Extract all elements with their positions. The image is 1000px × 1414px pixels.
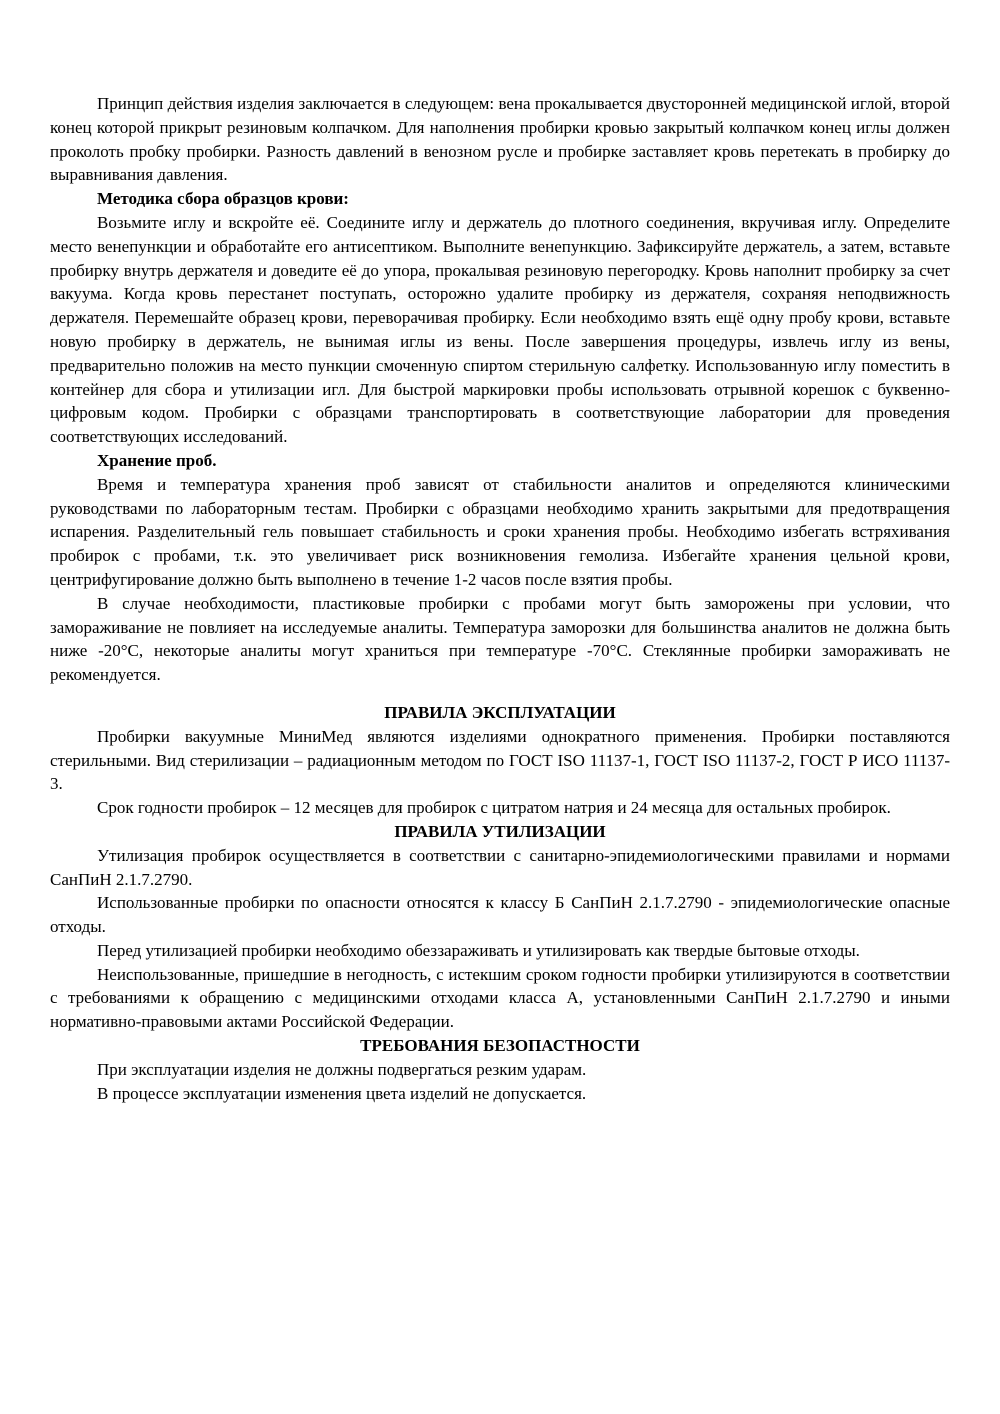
paragraph-single-use-sterilization: Пробирки вакуумные МиниМед являются изделиями однократного применения. Пробирки поставляются стерильными. Вид стерилизации – радиационным методом по ГОСТ ISO 11137-1, ГОСТ ISO 11137-2, ГОСТ Р ИСО 11137-3. xyxy=(50,726,950,794)
paragraph-freezing-conditions: В случае необходимости, пластиковые пробирки с пробами могут быть заморожены при условии, что замораживание не повлияет на исследуемые аналиты. Температура заморозки для большинства аналитов не должна быть ниже -20°С, некоторые аналиты могут храниться при температуре -70°С. Стеклянные пробирки замораживать не рекомендуется. xyxy=(50,593,950,685)
section-heading-disposal-rules: ПРАВИЛА УТИЛИЗАЦИИ xyxy=(394,821,606,841)
paragraph-used-tubes-class-b: Использованные пробирки по опасности относятся к классу Б СанПиН 2.1.7.2790 - эпидемиологические опасные отходы. xyxy=(50,893,950,937)
paragraph-storage-conditions: Время и температура хранения проб зависят от стабильности аналитов и определяются клиническими руководствами по лабораторным тестам. Пробирки с образцами необходимо хранить закрытыми для предотвращения испарения. Разделительный гель повышает стабильность и сроки хранения пробы. Необходимо избегать встряхивания пробирок с пробами, т.к. это увеличивает риск возникновения гемолиза. Избегайте хранения цельной крови, центрифугирование должно быть выполнено в течение 1-2 часов после взятия пробы. xyxy=(50,474,950,589)
heading-blood-sampling-method: Методика сбора образцов крови: xyxy=(97,189,349,209)
section-heading-safety-requirements: ТРЕБОВАНИЯ БЕЗОПАСТНОСТИ xyxy=(360,1036,640,1056)
section-heading-operating-rules: ПРАВИЛА ЭКСПЛУАТАЦИИ xyxy=(384,702,616,722)
paragraph-no-sharp-impacts: При эксплуатации изделия не должны подвергаться резким ударам. xyxy=(97,1059,587,1079)
heading-sample-storage: Хранение проб. xyxy=(97,450,217,470)
paragraph-disinfection-before-disposal: Перед утилизацией пробирки необходимо обеззараживать и утилизировать как твердые бытовые отходы. xyxy=(97,940,860,960)
paragraph-disposal-sanpin: Утилизация пробирок осуществляется в соответствии с санитарно-эпидемиологическими правилами и нормами СанПиН 2.1.7.2790. xyxy=(50,845,950,889)
paragraph-operating-principle: Принцип действия изделия заключается в следующем: вена прокалывается двусторонней медицинской иглой, второй конец которой прикрыт резиновым колпачком. Для наполнения пробирки кровью закрытый колпачком конец иглы должен проколоть пробку пробирки. Разность давлений в венозном русле и пробирке заставляет кровь перетекать в пробирку до выравнивания давления. xyxy=(50,94,950,185)
paragraph-no-color-change: В процессе эксплуатации изменения цвета изделий не допускается. xyxy=(97,1083,587,1103)
paragraph-unused-tubes-class-a: Неиспользованные, пришедшие в негодность, с истекшим сроком годности пробирки утилизируются в соответствии с требованиями к обращению с медицинскими отходами класса А, установленными СанПиН 2.1.7.2790 и иными нормативно-правовыми актами Российской Федерации. xyxy=(50,964,950,1032)
paragraph-sampling-procedure: Возьмите иглу и вскройте её. Соедините иглу и держатель до плотного соединения, вкручивая иглу. Определите место венепункции и обработайте его антисептиком. Выполните венепункцию. Зафиксируйте держатель, а затем, вставьте пробирку внутрь держателя и доведите её до упора, прокалывая резиновую перегородку. Кровь наполнит пробирку за счет вакуума. Когда кровь перестанет поступать, осторожно удалите пробирку из держателя, сохраняя неподвижность держателя. Перемешайте образец крови, переворачивая пробирку. Если необходимо взять ещё одну пробу крови, вставьте новую пробирку в держатель, не вынимая иглы из вены. После завершения процедуры, извлечь иглу из вены, предварительно положив на место пункции смоченную спиртом стерильную салфетку. Использованную иглу поместить в контейнер для сбора и утилизации игл. Для быстрой маркировки пробы использовать отрывной корешок с буквенно-цифровым кодом. Пробирки с образцами транспортировать в соответствующие лаборатории для проведения соответствующих исследований. xyxy=(50,212,950,447)
paragraph-shelf-life: Срок годности пробирок – 12 месяцев для пробирок с цитратом натрия и 24 месяца для остальных пробирок. xyxy=(97,798,891,818)
